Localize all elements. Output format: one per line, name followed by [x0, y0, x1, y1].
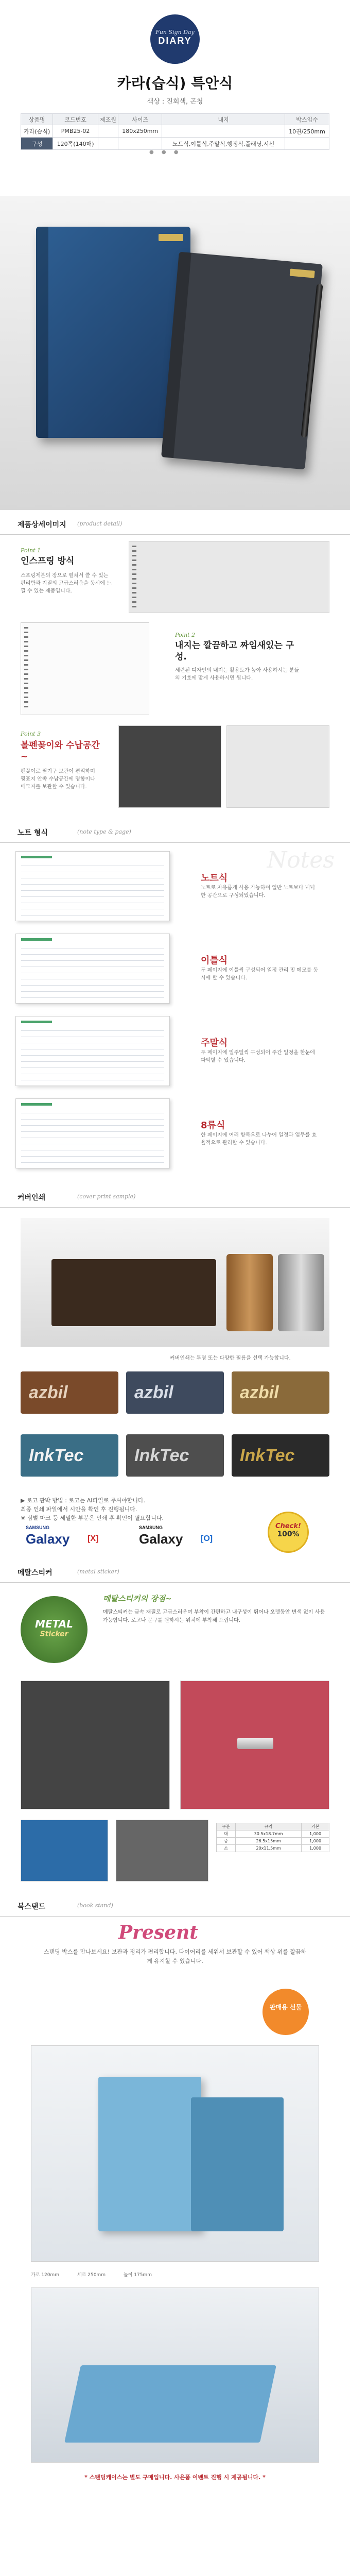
- swatch-inktec-blue: [21, 1434, 118, 1477]
- logo-note-line: ※ 심벌 마크 등 세밀한 부분은 인쇄 후 확인이 필요합니다.: [21, 1515, 164, 1521]
- note-type-title: 노트식: [201, 873, 228, 884]
- logo-note-line: ▶ 로고 판박 방법 : 로고는 AI파일로 주셔야합니다.: [21, 1497, 146, 1504]
- metal-table-cell: 20x11.5mm: [236, 1845, 302, 1852]
- spec-header: 박스입수: [285, 114, 329, 125]
- dimension-label: 높이 175mm: [124, 2273, 152, 2278]
- brand-sub: Galaxy: [139, 1531, 183, 1547]
- sticker-sheet-image: [116, 1820, 208, 1882]
- section-title: 노트 형식: [18, 829, 48, 837]
- brand-mark-x: [X]: [87, 1534, 99, 1543]
- detail-section: [0, 535, 350, 818]
- swatch-inktec-gray: [126, 1434, 224, 1477]
- brand-logo: [150, 14, 200, 64]
- point-desc: 스프링제본의 장으로 펼쳐서 쓸 수 있는 편리함과 지질의 고급스러움을 동시에 느낄 수 있는 제품입니다.: [21, 573, 112, 594]
- point-desc: 세련된 디자인의 내지는 활용도가 높아 사용하시는 분들의 기호에 맞게 사용하시면 됩니다.: [175, 668, 300, 681]
- product-header: [0, 0, 350, 196]
- section-subtitle: (note type & page): [77, 828, 131, 835]
- cover-roll-photo: [21, 1218, 329, 1347]
- spec-cell: 120쪽(140매): [53, 138, 98, 150]
- brand-name: SAMSUNG: [139, 1525, 163, 1530]
- book-stand-section: [0, 1917, 350, 2530]
- note-type-title: 이틀식: [201, 955, 228, 966]
- spec-cell: 10권/250mm: [285, 125, 329, 138]
- swatch-inktec-black: [232, 1434, 329, 1477]
- swatch-text: InkTec: [240, 1446, 295, 1465]
- logo-note-text: [21, 1496, 164, 1522]
- section-header-cover: [0, 1183, 350, 1208]
- notes-bg-word: Notes: [267, 847, 335, 873]
- inktec-swatch-row: [0, 1424, 350, 1491]
- brand-name: SAMSUNG: [26, 1525, 50, 1530]
- swatch-azbil-gold: [232, 1371, 329, 1414]
- pink-diary-image: [180, 1681, 329, 1809]
- stand-footer-note: * 스탠딩케이스는 별도 구매입니다. 사은품 이벤트 진행 시 제공됩니다. *: [84, 2474, 266, 2481]
- section-title: 제품상세이미지: [18, 521, 66, 529]
- check-stamp: [268, 1512, 309, 1553]
- product-subtitle: 색상 : 진회색, 곤청: [147, 98, 203, 106]
- note-type-desc: 두 페이지에 이틀씩 구성되어 일정 관리 및 메모를 동시에 할 수 있습니다.: [201, 968, 319, 981]
- point-title: 인스프링 방식: [21, 556, 75, 566]
- diary-gray-image: [161, 252, 323, 470]
- spec-cell: [98, 125, 118, 138]
- pocket-image: [226, 725, 329, 808]
- metal-sticker-sample: [237, 1738, 273, 1749]
- metal-desc: 메탈스티커는 금속 재질로 고급스러우며 부착이 간편하고 내구성이 뛰어나 오랫동안 변색 없이 사용 가능합니다. 로고나 문구를 원하시는 위치에 부착해 드립니다.: [103, 1609, 325, 1623]
- brand-sub: Galaxy: [26, 1531, 70, 1547]
- metal-sticker-section: [0, 1583, 350, 1892]
- metal-table-header: 구분: [217, 1823, 236, 1831]
- logo-note-section: [0, 1491, 350, 1558]
- section-subtitle: (product detail): [77, 520, 122, 527]
- stamp-box-image: [51, 1259, 216, 1326]
- badge-text: METAL: [35, 1618, 73, 1630]
- swatch-text: azbil: [29, 1383, 68, 1402]
- spec-table: [21, 113, 329, 150]
- metal-table-cell: 중: [217, 1838, 236, 1845]
- section-header-detail: [0, 510, 350, 535]
- metal-size-table: [216, 1823, 329, 1852]
- section-header-metal: [0, 1558, 350, 1583]
- note-type-desc: 한 페이지에 여러 항목으로 나누어 일정과 업무를 효율적으로 관리할 수 있습니다.: [201, 1132, 317, 1146]
- spec-header: 코드번호: [53, 114, 98, 125]
- note-type-desc: 노트로 자유롭게 사용 가능하며 일반 노트보다 넉넉한 공간으로 구성되었습니다.: [201, 885, 315, 899]
- swatch-azbil-navy: [126, 1371, 224, 1414]
- logo-small-text: Fun Sign Day: [155, 29, 195, 36]
- swatch-azbil-brown: [21, 1371, 118, 1414]
- stand-photo: [31, 2045, 319, 2262]
- spec-cell: [118, 138, 162, 150]
- metal-table-header: 규격: [236, 1823, 302, 1831]
- inner-page-image: [21, 622, 149, 715]
- note-page-image: [15, 851, 170, 921]
- product-title: 카라(습식) 특안식: [117, 75, 233, 92]
- logo-big-text: DIARY: [158, 36, 192, 46]
- check-text: Check!: [275, 1522, 301, 1530]
- stand-desc: 스탠딩 박스를 만나보세요! 보관과 정리가 편리합니다. 다이어리를 세워서 보관할 수 있어 책상 위를 깔끔하게 유지할 수 있습니다.: [43, 1948, 307, 1964]
- spec-row-label: 구성: [21, 138, 53, 150]
- section-subtitle: (book stand): [77, 1902, 113, 1909]
- metal-title: 메탈스티커의 장점~: [103, 1594, 172, 1603]
- stand-flat-image: [64, 2365, 276, 2443]
- point-label: Point 2: [175, 632, 196, 638]
- metal-table-cell: 소: [217, 1845, 236, 1852]
- metal-table-cell: 1,000: [302, 1831, 329, 1838]
- spec-header: 사이즈: [118, 114, 162, 125]
- diary-in-stand-image: [191, 2097, 284, 2231]
- metal-table-cell: 1,000: [302, 1845, 329, 1852]
- spec-cell: 카라(습식): [21, 125, 53, 138]
- point-title: 내지는 깔끔하고 짜임새있는 구성.: [175, 640, 294, 662]
- foil-roll-image: [278, 1254, 324, 1331]
- stand-open-photo: [31, 2287, 319, 2463]
- foil-roll-image: [226, 1254, 273, 1331]
- present-title: Present: [118, 1922, 198, 1943]
- dimension-label: 세로 250mm: [77, 2273, 106, 2278]
- section-title: 메탈스티커: [18, 1569, 52, 1577]
- section-subtitle: (cover print sample): [77, 1193, 136, 1200]
- spec-header: 상품명: [21, 114, 53, 125]
- section-title: 북스탠드: [18, 1903, 46, 1911]
- metal-table-header: 기본: [302, 1823, 329, 1831]
- hero-photo: [0, 196, 350, 510]
- metal-table-cell: 1,000: [302, 1838, 329, 1845]
- note-page-image: [15, 1098, 170, 1168]
- swatch-text: InkTec: [29, 1446, 84, 1465]
- swatch-text: azbil: [240, 1383, 279, 1402]
- note-type-title: 주말식: [201, 1038, 228, 1048]
- notes-section: [0, 843, 350, 1183]
- swatch-text: InkTec: [134, 1446, 189, 1465]
- metal-sticker-closeup-image: [21, 1681, 170, 1809]
- point-label: Point 3: [21, 731, 41, 737]
- point-label: Point 1: [21, 547, 41, 554]
- cover-print-section: [0, 1208, 350, 1424]
- spec-cell: PMB25-02: [53, 125, 98, 138]
- metal-table-cell: 26.5x15mm: [236, 1838, 302, 1845]
- spec-cell: [162, 125, 285, 138]
- point-title: 볼펜꽂이와 수납공간~: [21, 740, 100, 762]
- section-header-notes: [0, 818, 350, 843]
- stand-box-image: [98, 2077, 201, 2231]
- note-page-image: [15, 1016, 170, 1086]
- note-type-title: 8류식: [201, 1120, 225, 1131]
- section-subtitle: (metal sticker): [77, 1568, 119, 1575]
- spec-cell: [98, 138, 118, 150]
- spec-header: 내지: [162, 114, 285, 125]
- swatch-text: azbil: [134, 1383, 173, 1402]
- metal-table-cell: 대: [217, 1831, 236, 1838]
- note-page-image: [15, 934, 170, 1004]
- spec-header: 제조원: [98, 114, 118, 125]
- metal-table-cell: 30.5x18.7mm: [236, 1831, 302, 1838]
- badge-text: Sticker: [40, 1630, 68, 1638]
- check-percent: 100%: [277, 1530, 300, 1538]
- dimension-label: 가로 120mm: [31, 2273, 59, 2278]
- divider-dots: ● ● ●: [149, 149, 182, 155]
- section-header-stand: [0, 1892, 350, 1917]
- metal-badge: [21, 1596, 87, 1663]
- spring-closeup-image: [129, 541, 329, 613]
- cover-caption: 커버인쇄는 투명 또는 다양한 필름을 선택 가능합니다.: [170, 1355, 291, 1361]
- blue-diary-image: [21, 1820, 108, 1882]
- section-title: 커버인쇄: [18, 1194, 46, 1202]
- point-desc: 펜꽂이로 필기구 보관이 편리하며 뒷표지 안쪽 수납공간에 명함이나 메모지를 보관할 수 있습니다.: [21, 769, 95, 790]
- pen-holder-image: [118, 725, 221, 808]
- spec-cell: [285, 138, 329, 150]
- gift-badge: [262, 1989, 309, 2035]
- brand-mark-o: [O]: [201, 1534, 213, 1543]
- spec-cell: 노트식,이틀식,주말식,행정식,플래닝,시선: [162, 138, 285, 150]
- logo-note-line: 최종 인쇄 파일에서 시안을 확인 후 진행됩니다.: [21, 1506, 137, 1513]
- note-type-desc: 두 페이지에 일주일씩 구성되어 주간 일정을 한눈에 파악할 수 있습니다.: [201, 1050, 315, 1063]
- gift-text: 판매용 선물: [269, 2004, 302, 2011]
- spec-cell: 180x250mm: [118, 125, 162, 138]
